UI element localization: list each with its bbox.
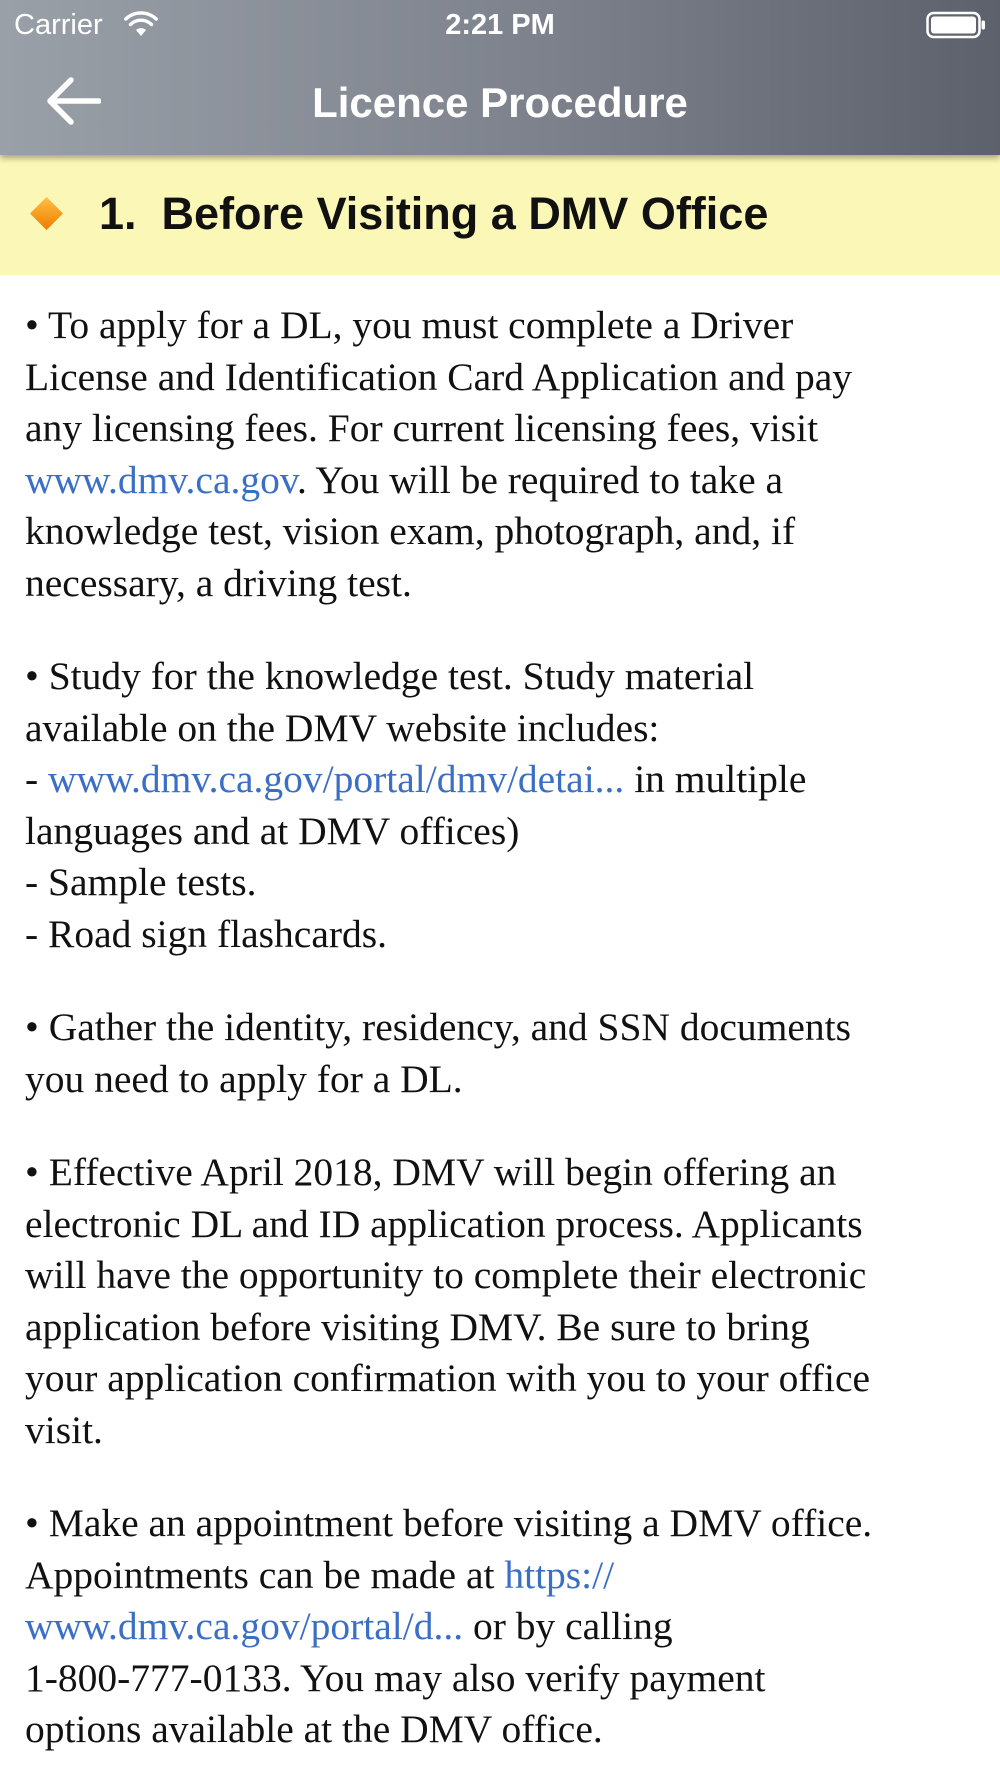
carrier-label: Carrier — [14, 9, 103, 41]
text-line: • To apply for a DL, you must complete a Driver — [25, 303, 794, 347]
status-bar — [0, 0, 1000, 50]
driver-handbook-link[interactable]: www.dmv.ca.gov/portal/dmv/detai... — [48, 757, 625, 801]
text-line: available on the DMV website includes: — [25, 705, 660, 750]
orange-diamond-icon — [29, 196, 64, 231]
text-segment: or by calling — [463, 1604, 673, 1648]
text-line: will have the opportunity to complete their electronic — [25, 1253, 867, 1297]
status-time: 2:21 PM — [445, 9, 555, 41]
paragraph-appointment — [25, 1498, 985, 1756]
text-line: languages and at DMV offices) — [25, 808, 520, 853]
dmv-website-link[interactable]: www.dmv.ca.gov — [25, 457, 298, 502]
text-line: electronic DL and ID application process. Applicants — [25, 1201, 863, 1246]
text-segment: - — [25, 757, 49, 801]
section-title-text: Before Visiting a DMV Office — [161, 188, 769, 239]
text-line: options available at the DMV office. — [25, 1707, 603, 1751]
text-line — [25, 1550, 985, 1602]
appointment-link[interactable]: https:// — [504, 1552, 615, 1597]
text-line: • Study for the knowledge test. Study material — [25, 654, 755, 698]
battery-icon — [926, 11, 986, 39]
text-segment: Appointments can be made at — [25, 1552, 505, 1597]
text-line — [25, 754, 985, 806]
section-number: 1. — [99, 188, 137, 239]
section-title — [99, 186, 768, 242]
text-line: necessary, a driving test. — [25, 560, 412, 605]
text-line: • Gather the identity, residency, and SSN documents — [25, 1005, 851, 1049]
top-bar — [0, 0, 1000, 155]
page-title: Licence Procedure — [312, 79, 688, 126]
text-line: 1-800-777-0133. You may also verify payment — [25, 1655, 766, 1700]
text-segment: . You will be required to take a — [297, 457, 784, 502]
text-line: you need to apply for a DL. — [25, 1056, 463, 1101]
paragraph-study — [25, 651, 985, 960]
text-line — [25, 455, 985, 507]
text-line: - Sample tests. — [25, 860, 257, 904]
text-line: application before visiting DMV. Be sure to bring — [25, 1304, 810, 1349]
text-line: • Effective April 2018, DMV will begin offering an — [25, 1150, 837, 1194]
nav-bar — [0, 50, 1000, 155]
paragraph-electronic-application — [25, 1147, 985, 1456]
text-line: knowledge test, vision exam, photograph, and, if — [25, 509, 796, 553]
paragraph-documents — [25, 1002, 985, 1105]
text-line: your application confirmation with you to your office — [25, 1356, 871, 1400]
paragraph-apply — [25, 300, 985, 609]
text-line: • Make an appointment before visiting a DMV office. — [25, 1501, 873, 1545]
text-line: visit. — [25, 1407, 103, 1452]
text-line: any licensing fees. For current licensing fees, visit — [25, 406, 819, 450]
appointment-link-continued[interactable]: www.dmv.ca.gov/portal/d... — [25, 1604, 464, 1648]
text-line: License and Identification Card Application and pay — [25, 354, 853, 399]
text-line — [25, 1601, 985, 1653]
text-line: - Road sign flashcards. — [25, 911, 387, 956]
text-segment: in multiple — [624, 757, 807, 801]
procedure-content — [25, 300, 985, 1778]
